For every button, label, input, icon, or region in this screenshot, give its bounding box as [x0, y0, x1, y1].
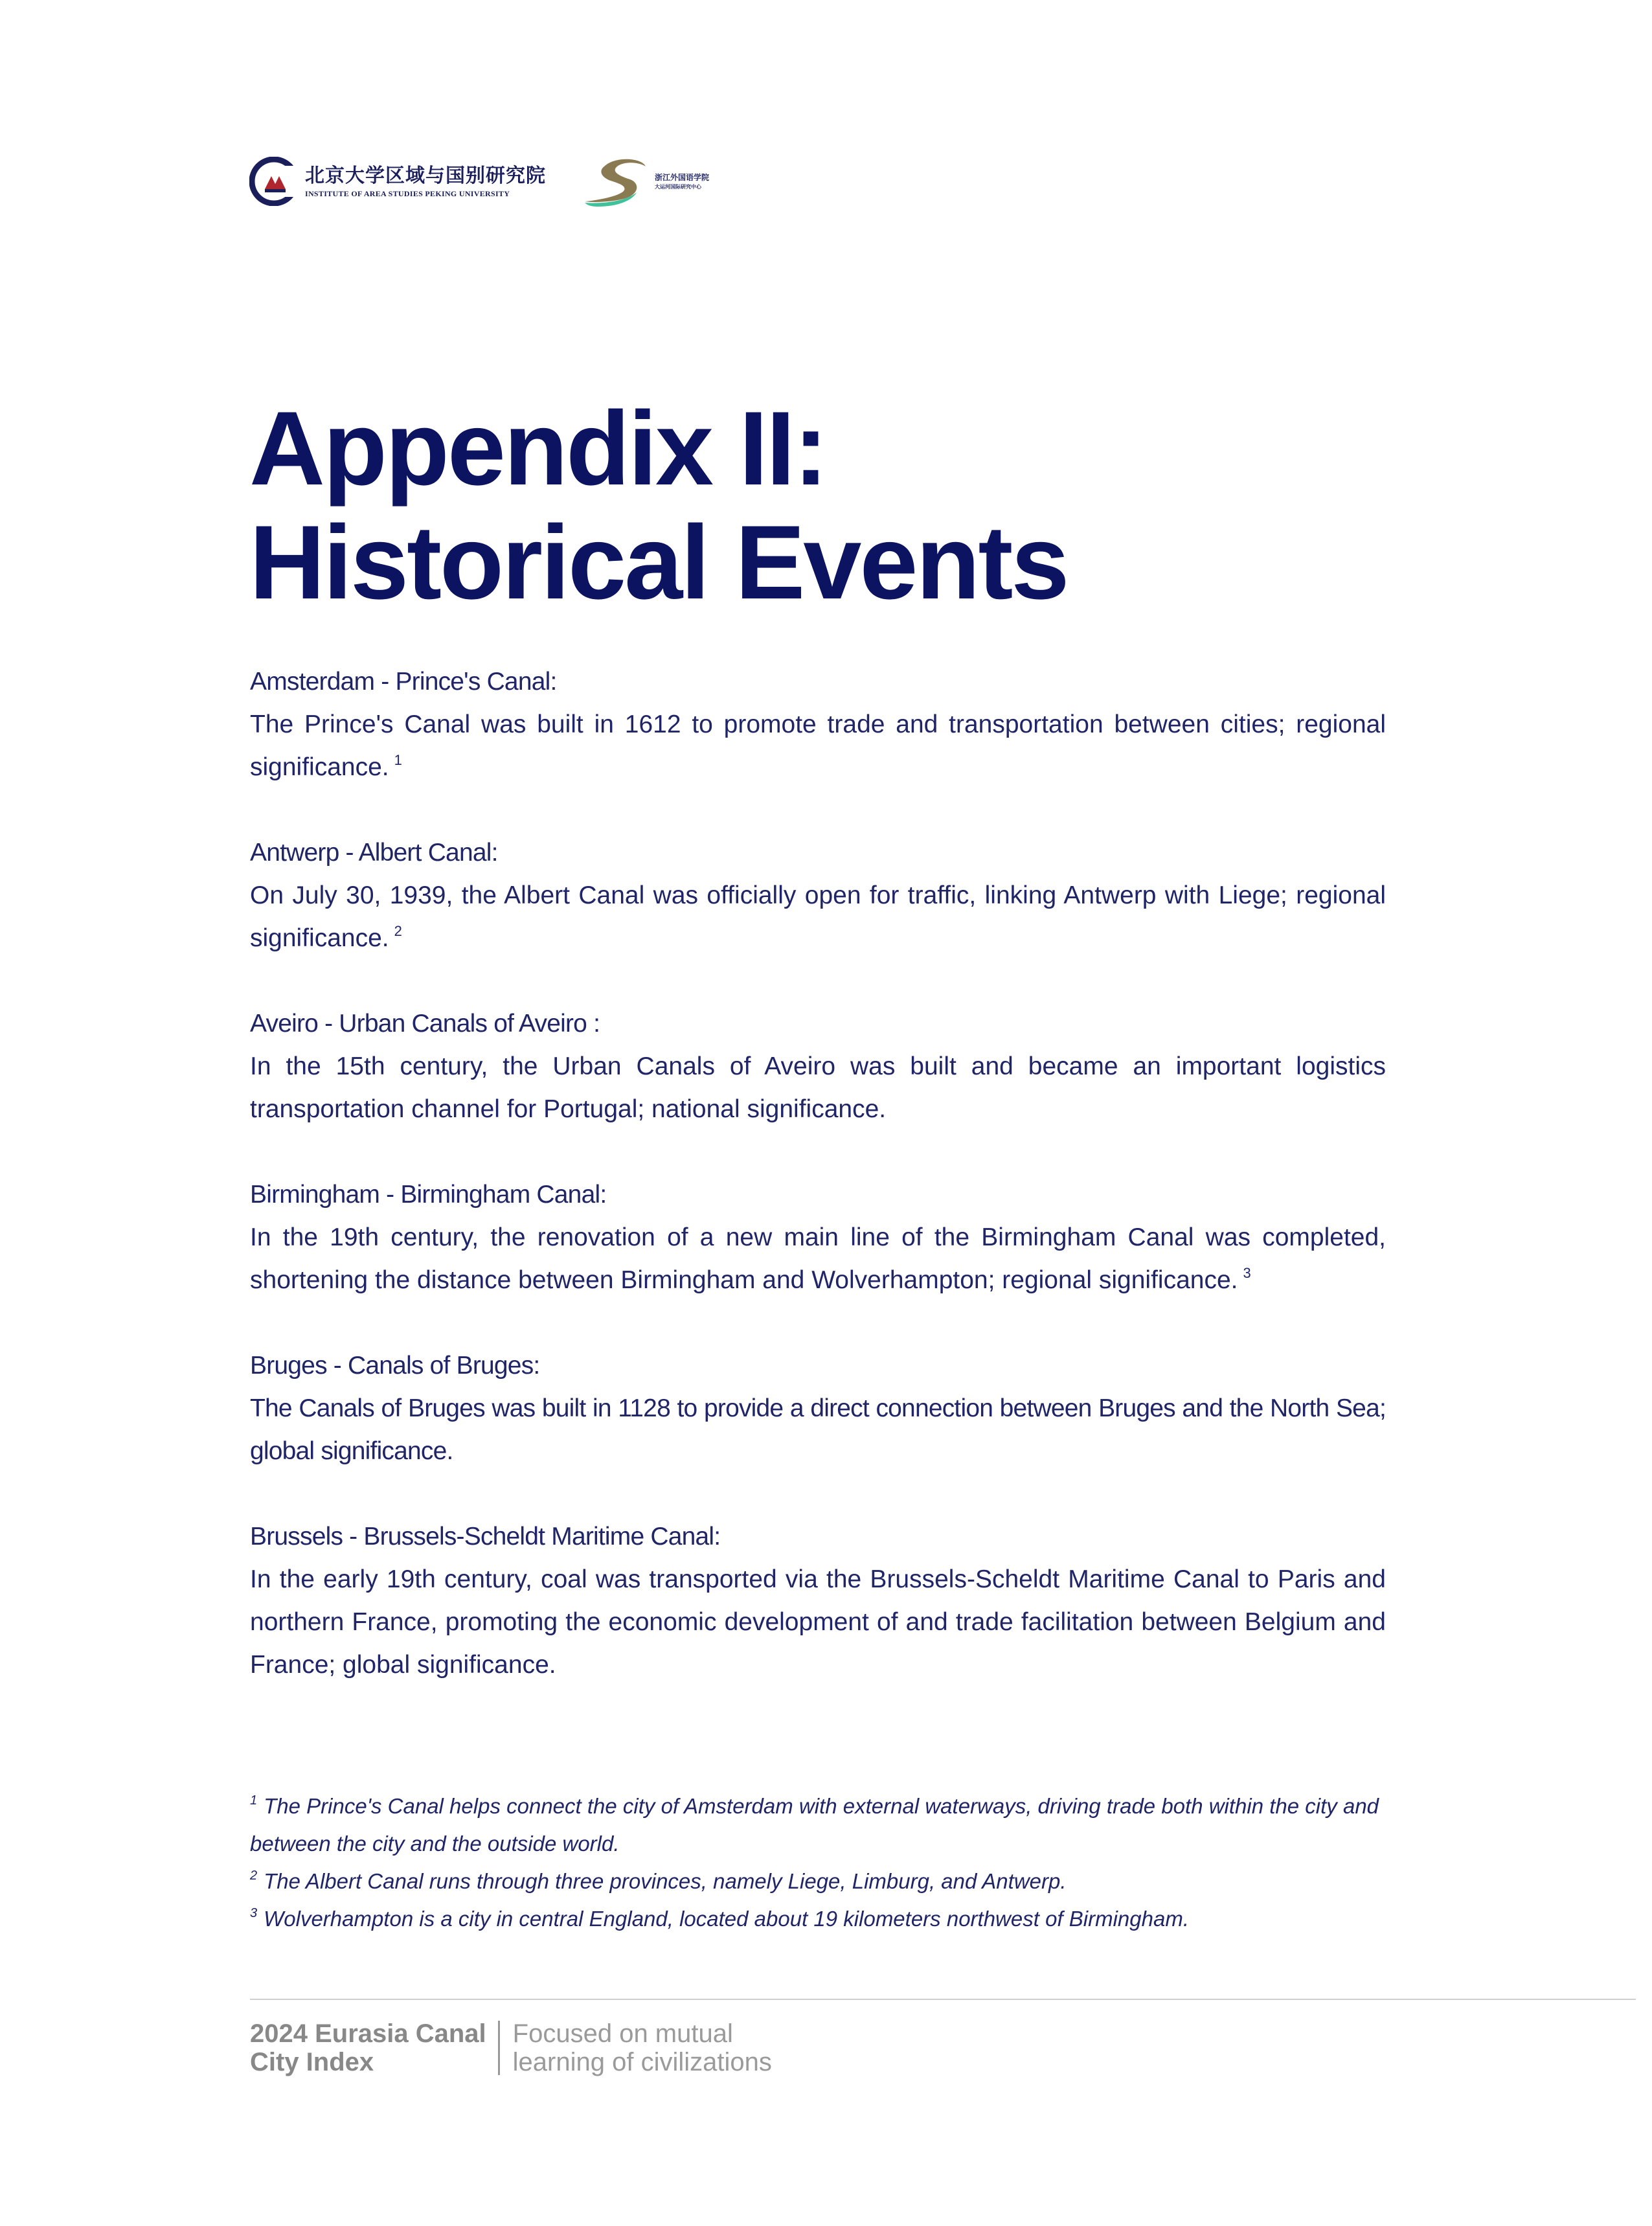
- event-entry: [250, 1174, 1386, 1302]
- footnote-ref[interactable]: 1: [394, 752, 402, 768]
- event-heading: Brussels - Brussels-Scheldt Maritime Canal:: [250, 1523, 721, 1550]
- footnote-ref[interactable]: 2: [394, 923, 402, 939]
- footnote-ref[interactable]: 3: [1243, 1265, 1251, 1281]
- event-heading: Bruges - Canals of Bruges:: [250, 1352, 540, 1380]
- page-title: [249, 392, 1068, 620]
- event-description: [250, 874, 1386, 960]
- event-entry: [250, 661, 1386, 789]
- partner-logo-cn-sub: 大运河国际研究中心: [655, 183, 701, 190]
- event-description: [250, 1045, 1386, 1131]
- pku-logo-cn: 北京大学区域与国别研究院: [305, 165, 546, 187]
- pku-logo-text: [305, 164, 546, 199]
- footnote: [250, 1788, 1390, 1863]
- event-entry: [250, 1345, 1386, 1473]
- event-heading: Birmingham - Birmingham Canal:: [250, 1181, 607, 1209]
- event-description-text: In the early 19th century, coal was transported via the Brussels-Scheldt Maritime Canal to Paris and northern France, promoting the economic development of and trade facilitation between Belgium and France; global significance.: [250, 1565, 1386, 1679]
- event-heading: Aveiro - Urban Canals of Aveiro :: [250, 1010, 600, 1038]
- event-heading: Antwerp - Albert Canal:: [250, 839, 498, 867]
- footer-title-line2: City Index: [250, 2048, 374, 2076]
- footer-divider: [250, 1999, 1636, 2000]
- partner-logo: [582, 152, 709, 210]
- event-description-text: The Prince's Canal was built in 1612 to promote trade and transportation between cities; regional significance.: [250, 710, 1386, 781]
- footnote: [250, 1863, 1390, 1900]
- event-description: [250, 1387, 1386, 1473]
- footnote-number: 1: [250, 1793, 258, 1808]
- page-title-line2: Historical Events: [249, 504, 1068, 621]
- header-logos: [249, 149, 709, 214]
- pku-logo-en: INSTITUTE OF AREA STUDIES PEKING UNIVERSITY: [305, 189, 510, 198]
- event-entry: [250, 1516, 1386, 1687]
- events-list: [250, 661, 1386, 1729]
- event-entry: [250, 1003, 1386, 1131]
- event-description: [250, 1216, 1386, 1302]
- footer-publication-title: [250, 2019, 498, 2076]
- footer-tagline: [500, 2019, 772, 2076]
- footnote-text: Wolverhampton is a city in central England, located about 19 kilometers northwest of Birmingham.: [264, 1907, 1189, 1931]
- event-description-text: The Canals of Bruges was built in 1128 to provide a direct connection between Bruges and the North Sea; global significance.: [250, 1394, 1386, 1465]
- footnote-number: 3: [250, 1906, 258, 1920]
- footer-tagline-line2: learning of civilizations: [512, 2048, 772, 2076]
- footnote-number: 2: [250, 1868, 258, 1883]
- pku-logo: [249, 152, 546, 210]
- pku-emblem-icon: [249, 157, 299, 206]
- event-description-text: In the 19th century, the renovation of a new main line of the Birmingham Canal was completed, shortening the distance between Birmingham and Wolverhampton; regional significance.: [250, 1223, 1386, 1294]
- event-description: [250, 703, 1386, 789]
- event-description-text: In the 15th century, the Urban Canals of Aveiro was built and became an important logistics transportation channel for Portugal; national significance.: [250, 1052, 1386, 1123]
- canal-swirl-icon: [582, 152, 660, 210]
- event-description: [250, 1558, 1386, 1687]
- page-title-line1: Appendix II:: [249, 390, 826, 507]
- footnote-text: The Albert Canal runs through three provinces, namely Liege, Limburg, and Antwerp.: [264, 1869, 1067, 1893]
- footer-tagline-line1: Focused on mutual: [512, 2019, 733, 2048]
- footnote-text: The Prince's Canal helps connect the city of Amsterdam with external waterways, driving trade both within the city and between the city and the outside world.: [250, 1794, 1379, 1856]
- partner-logo-cn: 浙江外国语学院: [655, 173, 710, 182]
- event-entry: [250, 832, 1386, 960]
- footer-title-line1: 2024 Eurasia Canal: [250, 2019, 486, 2048]
- footnotes: [250, 1788, 1390, 1938]
- footnote: [250, 1900, 1390, 1938]
- partner-logo-text: [655, 172, 709, 190]
- page-footer: [250, 2019, 772, 2076]
- event-description-text: On July 30, 1939, the Albert Canal was officially open for traffic, linking Antwerp with Liege; regional significance.: [250, 881, 1386, 952]
- event-heading: Amsterdam - Prince's Canal:: [250, 668, 557, 696]
